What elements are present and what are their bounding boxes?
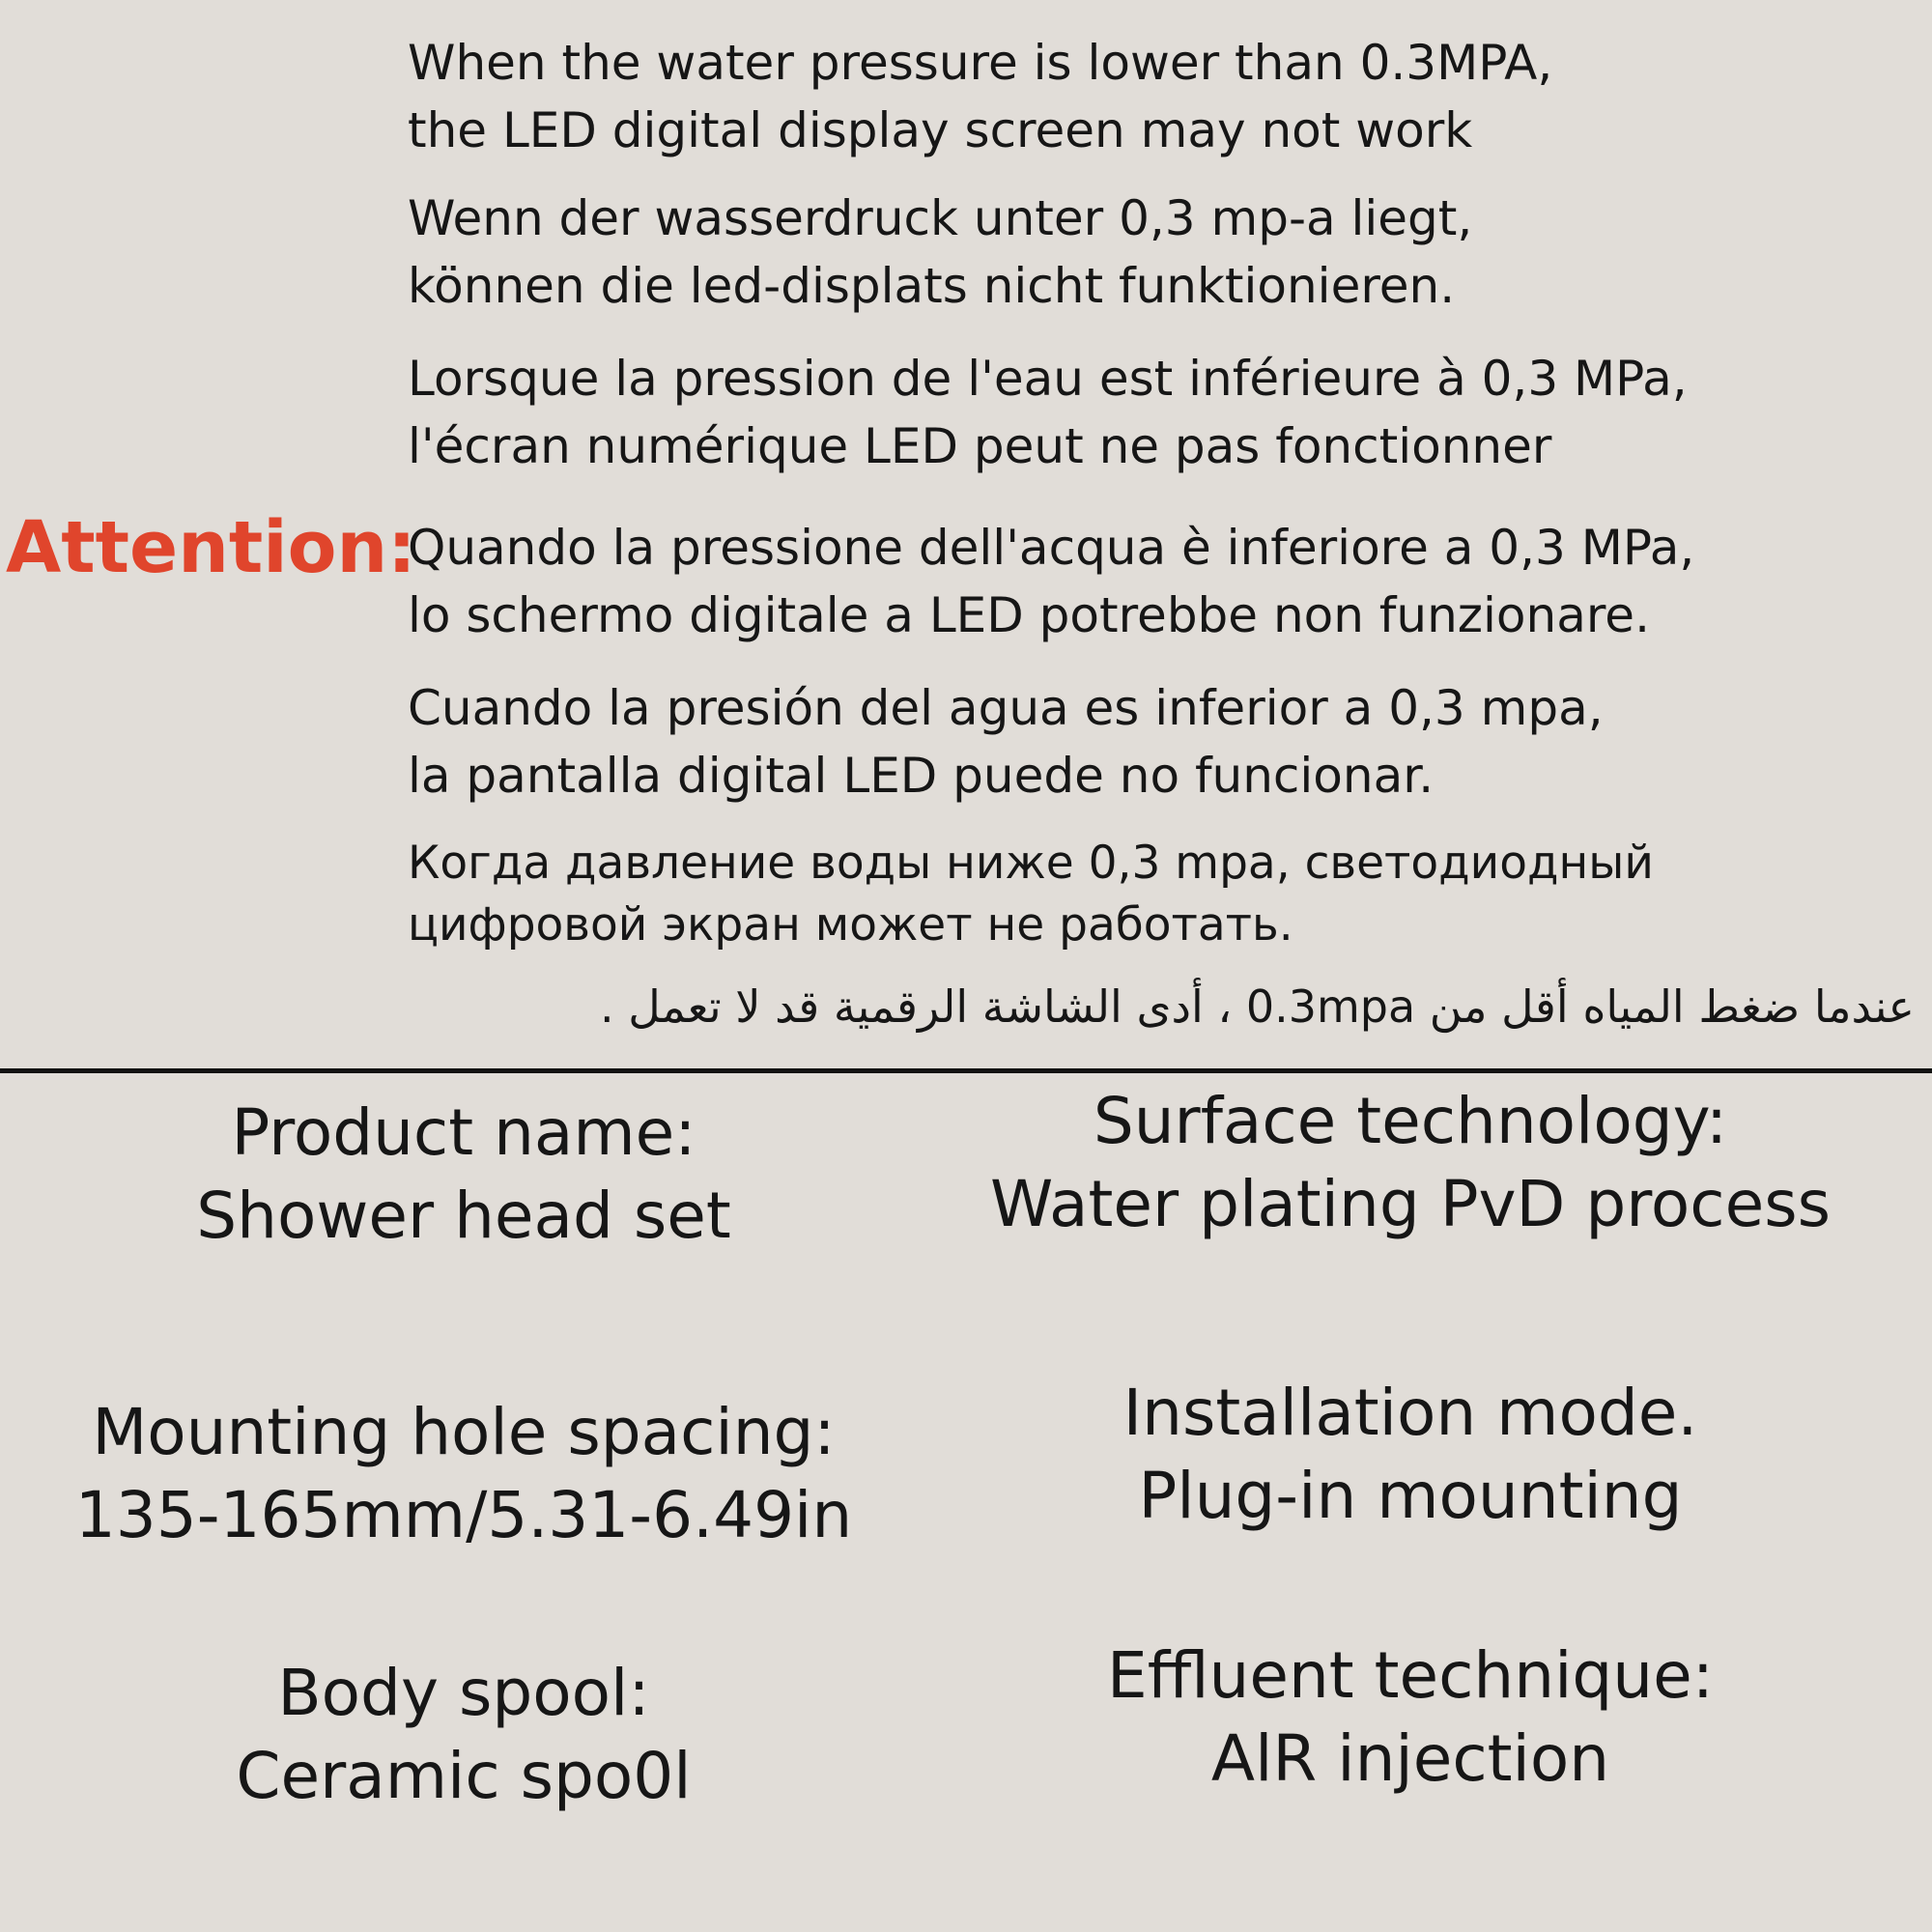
section-divider	[0, 1068, 1932, 1073]
spec-installation-mode	[927, 1372, 1893, 1538]
note-german	[408, 185, 1915, 320]
spec-effluent-technique	[927, 1634, 1893, 1801]
note-french	[408, 345, 1915, 480]
note-spanish	[408, 674, 1915, 810]
note-line: When the water pressure is lower than 0.3MPA,	[408, 35, 1553, 91]
note-line: the LED digital display screen may not work	[408, 102, 1473, 158]
spec-label: Product name:	[231, 1095, 696, 1170]
note-line: la pantalla digital LED puede no funcionar.	[408, 748, 1435, 804]
spec-value: Shower head set	[196, 1179, 731, 1253]
spec-value: Water plating PvD process	[990, 1167, 1831, 1241]
note-italian	[408, 514, 1915, 649]
attention-label: Attention:	[6, 506, 416, 589]
spec-label: Body spool:	[277, 1656, 650, 1730]
spec-value: 135-165mm/5.31-6.49in	[74, 1478, 853, 1552]
spec-value: Ceramic spo0l	[236, 1739, 692, 1813]
note-line: l'écran numérique LED peut ne pas fonctionner	[408, 418, 1552, 474]
note-english	[408, 29, 1915, 164]
spec-label: Installation mode.	[1122, 1376, 1698, 1450]
spec-value: AlR injection	[1210, 1721, 1610, 1796]
spec-body-spool	[0, 1652, 927, 1818]
spec-label: Effluent technique:	[1107, 1638, 1714, 1713]
note-line: Когда давление воды ниже 0,3 mpa, светодиодный	[408, 837, 1654, 890]
note-line: lo schermo digitale a LED potrebbe non funzionare.	[408, 587, 1650, 643]
note-line: عندما ضغط المياه أقل من 0.3mpa ، أدى الشاشة الرقمية قد لا تعمل .	[599, 980, 1915, 1033]
note-arabic	[408, 976, 1915, 1037]
spec-mounting-hole-spacing	[0, 1391, 927, 1557]
spec-label: Mounting hole spacing:	[92, 1395, 836, 1469]
spec-value: Plug-in mounting	[1138, 1459, 1683, 1533]
note-line: Quando la pressione dell'acqua è inferiore a 0,3 MPa,	[408, 520, 1695, 576]
note-russian	[408, 833, 1915, 956]
note-line: цифровой экран может не работать.	[408, 898, 1293, 952]
note-line: Wenn der wasserdruck unter 0,3 mp-a liegt,	[408, 190, 1473, 246]
note-line: können die led-displats nicht funktionieren.	[408, 258, 1456, 314]
note-line: Cuando la presión del agua es inferior a 0,3 mpa,	[408, 680, 1604, 736]
spec-surface-technology	[927, 1080, 1893, 1246]
spec-label: Surface technology:	[1093, 1084, 1728, 1158]
spec-product-name	[0, 1092, 927, 1258]
note-line: Lorsque la pression de l'eau est inférieure à 0,3 MPa,	[408, 351, 1688, 407]
